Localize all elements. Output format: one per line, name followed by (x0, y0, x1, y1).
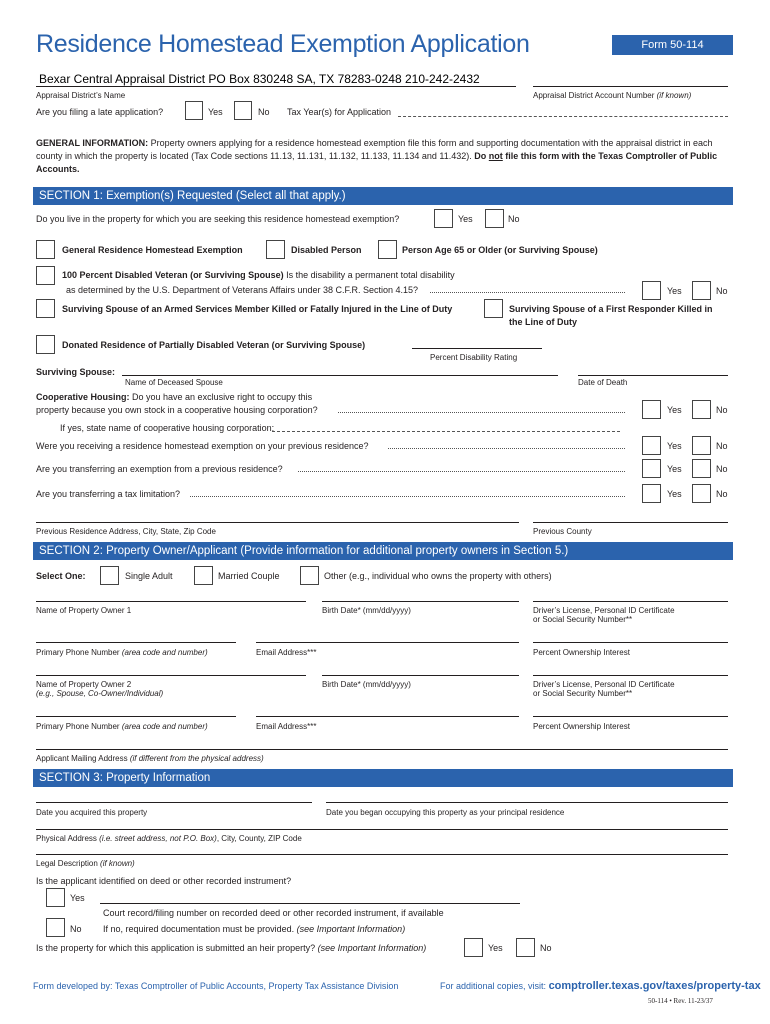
married-couple-checkbox[interactable] (194, 566, 213, 585)
transfer-no-checkbox[interactable] (692, 459, 711, 478)
owner2-phone-input[interactable] (36, 716, 236, 717)
deceased-name-input[interactable] (122, 375, 558, 376)
transfer-exemption-question: Are you transferring an exemption from a previous residence? (36, 464, 283, 474)
donated-residence-checkbox[interactable] (36, 335, 55, 354)
previous-exemption-leader (388, 448, 625, 449)
live-question: Do you live in the property for which you are seeking this residence homestead exemption? (36, 214, 400, 224)
owner2-ownership-input[interactable] (533, 716, 728, 717)
transfer-exemption-leader (298, 471, 625, 472)
tax-years-label: Tax Year(s) for Application (287, 107, 392, 117)
live-yes-label: Yes (458, 214, 473, 224)
late-yes-label: Yes (208, 107, 223, 117)
form-number-badge: Form 50-114 (612, 35, 733, 55)
owner2-phone-label: Primary Phone Number (area code and number) (36, 722, 208, 731)
age65-label: Person Age 65 or Older (or Surviving Spouse) (402, 245, 598, 255)
page-title: Residence Homestead Exemption Application (36, 30, 530, 58)
other-owner-checkbox[interactable] (300, 566, 319, 585)
transfer-no-label: No (716, 464, 728, 474)
owner1-id-input[interactable] (533, 601, 728, 602)
owner2-birth-label: Birth Date* (mm/dd/yyyy) (322, 680, 411, 689)
owner2-email-input[interactable] (256, 716, 519, 717)
owner1-email-input[interactable] (256, 642, 519, 643)
owner2-id-label-1: Driver’s License, Personal ID Certificate (533, 680, 675, 689)
court-record-label: Court record/filing number on recorded deed or other recorded instrument, if available (103, 908, 444, 918)
veteran-leader (430, 292, 625, 293)
deed-yes-label: Yes (70, 893, 85, 903)
first-responder-label-2: the Line of Duty (509, 317, 577, 327)
section-2-header: SECTION 2: Property Owner/Applicant (Provide information for additional property owners in Section 5.) (33, 542, 733, 560)
deed-no-checkbox[interactable] (46, 918, 65, 937)
legal-description-label: Legal Description (if known) (36, 859, 135, 868)
late-yes-checkbox[interactable] (185, 101, 203, 120)
percent-rating-label: Percent Disability Rating (430, 353, 518, 362)
tax-years-input[interactable] (398, 116, 728, 117)
coop-question: Cooperative Housing: Do you have an exclusive right to occupy this (36, 392, 313, 402)
coop-yes-label: Yes (667, 405, 682, 415)
previous-address-input[interactable] (36, 522, 519, 523)
transfer-yes-checkbox[interactable] (642, 459, 661, 478)
previous-exemption-question: Were you receiving a residence homestead exemption on your previous residence? (36, 441, 369, 451)
general-exemption-checkbox[interactable] (36, 240, 55, 259)
armed-forces-label: Surviving Spouse of an Armed Services Member Killed or Fatally Injured in the Line of Duty (62, 304, 453, 314)
owner2-birth-input[interactable] (322, 675, 519, 676)
owner1-email-label: Email Address*** (256, 648, 317, 657)
veteran-checkbox[interactable] (36, 266, 55, 285)
previous-no-checkbox[interactable] (692, 436, 711, 455)
coop-no-label: No (716, 405, 728, 415)
coop-line2: property because you own stock in a cooperative housing corporation? (36, 405, 318, 415)
owner2-id-label-2: or Social Security Number** (533, 689, 633, 698)
tax-limitation-question: Are you transferring a tax limitation? (36, 489, 181, 499)
general-exemption-label: General Residence Homestead Exemption (62, 245, 243, 255)
veteran-yes-checkbox[interactable] (642, 281, 661, 300)
coop-no-checkbox[interactable] (692, 400, 711, 419)
late-no-label: No (258, 107, 270, 117)
section-1-header: SECTION 1: Exemption(s) Requested (Select all that apply.) (33, 187, 733, 205)
heir-yes-checkbox[interactable] (464, 938, 483, 957)
owner1-id-label-2: or Social Security Number** (533, 615, 633, 624)
date-acquired-label: Date you acquired this property (36, 808, 148, 817)
deed-question: Is the applicant identified on deed or other recorded instrument? (36, 876, 292, 886)
date-of-death-label: Date of Death (578, 378, 628, 387)
date-occupied-label: Date you began occupying this property as your principal residence (326, 808, 565, 817)
account-number-label: Appraisal District Account Number (if known) (533, 91, 692, 100)
limitation-no-checkbox[interactable] (692, 484, 711, 503)
previous-county-label: Previous County (533, 527, 592, 536)
account-number-line[interactable] (533, 86, 728, 87)
footer-url-link[interactable]: comptroller.texas.gov/taxes/property-tax (548, 980, 761, 992)
veteran-yes-label: Yes (667, 286, 682, 296)
owner1-ownership-input[interactable] (533, 642, 728, 643)
veteran-no-label: No (716, 286, 728, 296)
owner2-ownership-label: Percent Ownership Interest (533, 722, 630, 731)
late-no-checkbox[interactable] (234, 101, 252, 120)
footer-revision: 50-114 • Rev. 11-23/37 (648, 997, 713, 1005)
owner1-phone-input[interactable] (36, 642, 236, 643)
limitation-yes-checkbox[interactable] (642, 484, 661, 503)
owner1-birth-input[interactable] (322, 601, 519, 602)
owner2-email-label: Email Address*** (256, 722, 317, 731)
veteran-question: 100 Percent Disabled Veteran (or Surviving Spouse) Is the disability a permanent total disability (62, 270, 455, 280)
heir-no-checkbox[interactable] (516, 938, 535, 957)
appraisal-district-name-line (36, 86, 516, 87)
armed-forces-checkbox[interactable] (36, 299, 55, 318)
disabled-person-checkbox[interactable] (266, 240, 285, 259)
coop-name-label: If yes, state name of cooperative housing corporation: (60, 423, 275, 433)
owner1-name-label: Name of Property Owner 1 (36, 606, 132, 615)
previous-yes-checkbox[interactable] (642, 436, 661, 455)
age65-checkbox[interactable] (378, 240, 397, 259)
physical-address-label: Physical Address (i.e. street address, not P.O. Box), City, County, ZIP Code (36, 834, 302, 843)
date-of-death-input[interactable] (578, 375, 728, 376)
coop-name-input[interactable] (272, 431, 620, 432)
if-no-note: If no, required documentation must be provided. (see Important Information) (103, 924, 406, 934)
owner1-id-label-1: Driver’s License, Personal ID Certificate (533, 606, 675, 615)
mailing-address-label: Applicant Mailing Address (if different from the physical address) (36, 754, 264, 763)
date-occupied-input[interactable] (326, 802, 728, 803)
transfer-yes-label: Yes (667, 464, 682, 474)
footer-developer: Form developed by: Texas Comptroller of Public Accounts, Property Tax Assistance Division (33, 981, 399, 991)
legal-description-input[interactable] (36, 854, 728, 855)
surviving-spouse-label: Surviving Spouse: (36, 367, 116, 377)
select-one-label: Select One: (36, 571, 86, 581)
previous-address-label: Previous Residence Address, City, State, Zip Code (36, 527, 216, 536)
owner2-name-note: (e.g., Spouse, Co-Owner/Individual) (36, 689, 164, 698)
heir-no-label: No (540, 943, 552, 953)
coop-yes-checkbox[interactable] (642, 400, 661, 419)
deceased-name-label: Name of Deceased Spouse (125, 378, 223, 387)
live-yes-checkbox[interactable] (434, 209, 453, 228)
first-responder-checkbox[interactable] (484, 299, 503, 318)
owner2-id-input[interactable] (533, 675, 728, 676)
deed-no-label: No (70, 924, 82, 934)
owner1-ownership-label: Percent Ownership Interest (533, 648, 630, 657)
disabled-person-label: Disabled Person (291, 245, 362, 255)
donated-residence-label: Donated Residence of Partially Disabled Veteran (or Surviving Spouse) (62, 340, 366, 350)
late-application-question: Are you filing a late application? (36, 107, 164, 117)
veteran-no-checkbox[interactable] (692, 281, 711, 300)
percent-rating-input[interactable] (412, 348, 542, 349)
single-adult-label: Single Adult (125, 571, 173, 581)
limitation-yes-label: Yes (667, 489, 682, 499)
appraisal-district-name-value[interactable]: Bexar Central Appraisal District PO Box 830248 SA, TX 78283-0248 210-242-2432 (39, 72, 480, 86)
heir-question: Is the property for which this application is submitted an heir property? (see Important Information) (36, 943, 427, 953)
veteran-line2: as determined by the U.S. Department of Veterans Affairs under 38 C.F.R. Section 4.15? (66, 285, 419, 295)
previous-no-label: No (716, 441, 728, 451)
owner1-birth-label: Birth Date* (mm/dd/yyyy) (322, 606, 411, 615)
limitation-no-label: No (716, 489, 728, 499)
owner2-name-input[interactable] (36, 675, 306, 676)
owner1-phone-label: Primary Phone Number (area code and number) (36, 648, 208, 657)
deed-yes-checkbox[interactable] (46, 888, 65, 907)
single-adult-checkbox[interactable] (100, 566, 119, 585)
appraisal-district-label: Appraisal District’s Name (36, 91, 126, 100)
other-owner-label: Other (e.g., individual who owns the property with others) (324, 571, 552, 581)
footer-copies: For additional copies, visit: comptroller.texas.gov/taxes/property-tax (440, 980, 761, 992)
court-record-input[interactable] (100, 903, 520, 904)
mailing-address-input[interactable] (36, 749, 728, 750)
coop-leader (338, 412, 625, 413)
previous-yes-label: Yes (667, 441, 682, 451)
date-acquired-input[interactable] (36, 802, 312, 803)
physical-address-input[interactable] (36, 829, 728, 830)
tax-limitation-leader (190, 496, 625, 497)
married-couple-label: Married Couple (218, 571, 280, 581)
live-no-label: No (508, 214, 520, 224)
general-information: GENERAL INFORMATION: Property owners applying for a residence homestead exemption file this form and supporting documentation with the appraisal district in each county in which the property is located (Tax Code sections 11.13, 11.131, 11.132, 11.133, 11.134 and 11.432). Do not file this form with the Texas Comptroller of Public Accounts. (36, 138, 718, 174)
first-responder-label-1: Surviving Spouse of a First Responder Killed in (509, 304, 713, 314)
heir-yes-label: Yes (488, 943, 503, 953)
section-3-header: SECTION 3: Property Information (33, 769, 733, 787)
live-no-checkbox[interactable] (485, 209, 504, 228)
owner1-name-input[interactable] (36, 601, 306, 602)
owner2-name-label: Name of Property Owner 2 (36, 680, 132, 689)
previous-county-input[interactable] (533, 522, 728, 523)
